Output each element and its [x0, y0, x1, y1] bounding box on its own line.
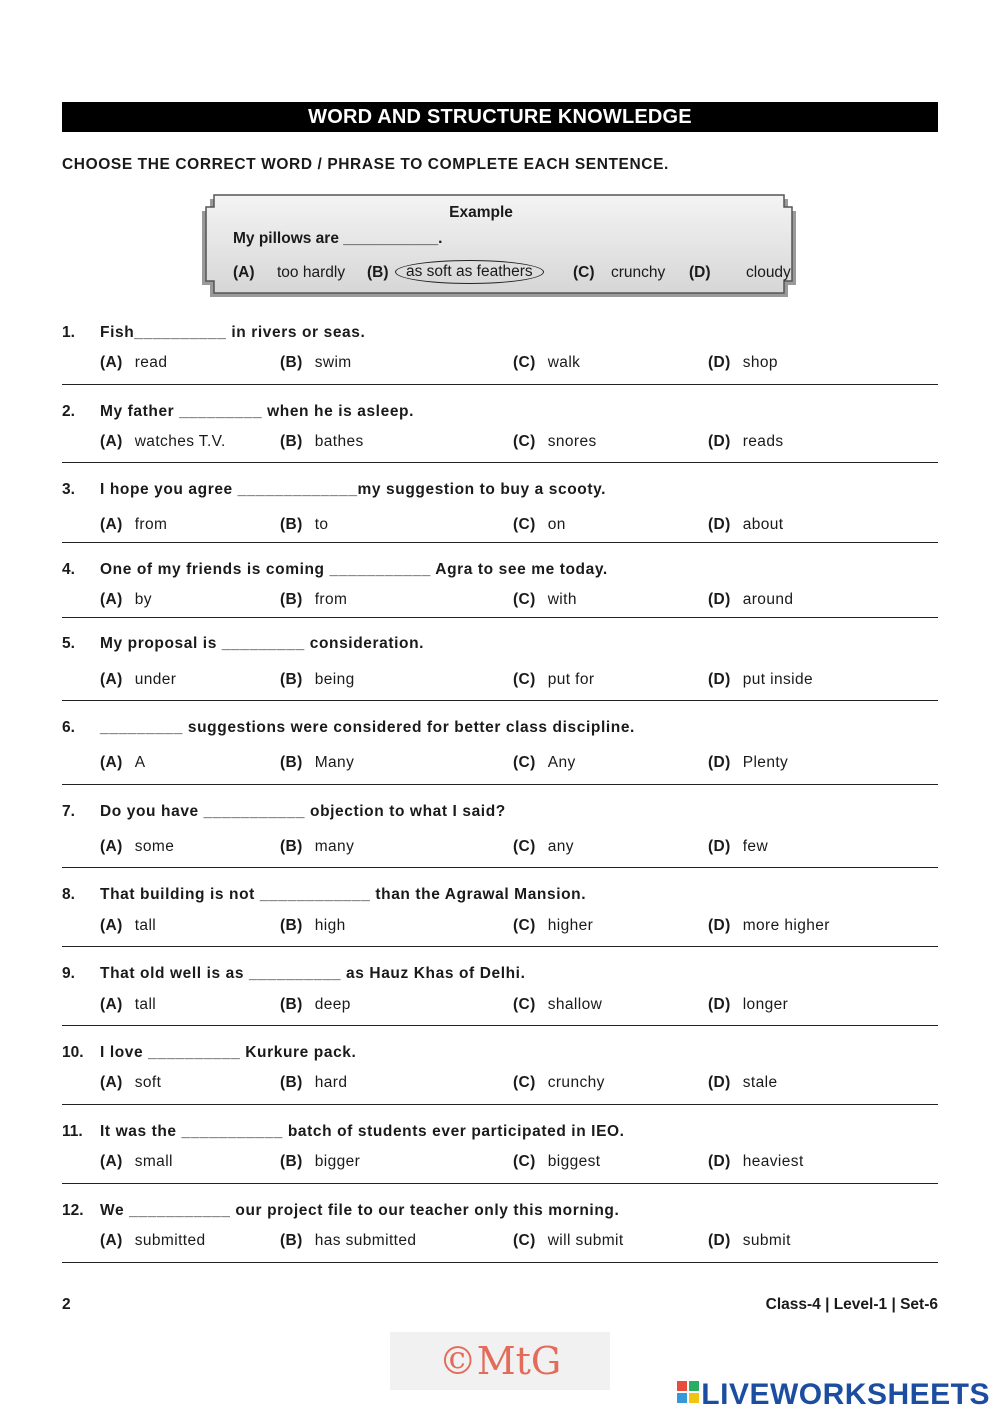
- answer-option[interactable]: [513, 433, 597, 451]
- option-label: (C): [513, 1074, 536, 1091]
- option-label: (D): [708, 1074, 731, 1091]
- answer-option[interactable]: [280, 1153, 360, 1171]
- answer-option[interactable]: [100, 1232, 206, 1250]
- answer-option[interactable]: [280, 754, 354, 772]
- option-text: being: [314, 671, 355, 688]
- option-label: (A): [100, 671, 123, 688]
- option-label: (B): [280, 354, 303, 371]
- answer-option[interactable]: [708, 433, 784, 451]
- answer-option[interactable]: [513, 354, 580, 372]
- mtg-watermark: ©MtG: [390, 1332, 610, 1390]
- answer-option[interactable]: [100, 1074, 161, 1092]
- option-text: heaviest: [742, 1153, 804, 1170]
- option-text: will submit: [547, 1232, 624, 1249]
- question-text: It was the ___________ batch of students ever participated in IEO.: [100, 1123, 625, 1140]
- answer-option[interactable]: [708, 996, 788, 1014]
- question-item: [62, 719, 938, 785]
- option-label: (D): [708, 354, 731, 371]
- question-number: 2.: [62, 403, 75, 420]
- option-text: biggest: [547, 1153, 601, 1170]
- question-number: 1.: [62, 324, 75, 341]
- option-label: (A): [100, 516, 123, 533]
- question-item: [62, 803, 938, 868]
- answer-option[interactable]: [708, 671, 813, 689]
- answer-option[interactable]: [513, 996, 602, 1014]
- page-number: 2: [62, 1296, 71, 1313]
- option-text: put for: [547, 671, 595, 688]
- option-label: (A): [100, 354, 123, 371]
- option-label: (B): [280, 1232, 303, 1249]
- option-text: A: [134, 754, 146, 771]
- answer-option[interactable]: [280, 516, 328, 534]
- option-label: (A): [100, 754, 123, 771]
- option-label: (D): [708, 996, 731, 1013]
- question-number: 8.: [62, 886, 75, 903]
- question-number: 9.: [62, 965, 75, 982]
- class-info: Class-4 | Level-1 | Set-6: [765, 1296, 938, 1313]
- question-text: Fish__________ in rivers or seas.: [100, 324, 366, 341]
- option-label: (B): [280, 516, 303, 533]
- option-label: (C): [513, 516, 536, 533]
- option-text: tall: [134, 917, 157, 934]
- question-text: _________ suggestions were considered for better class discipline.: [100, 719, 635, 736]
- option-text: shop: [742, 354, 778, 371]
- option-label: (B): [280, 433, 303, 450]
- option-text: on: [547, 516, 566, 533]
- example-option-label: (B): [367, 264, 389, 281]
- option-text: few: [742, 838, 769, 855]
- answer-option[interactable]: [280, 671, 355, 689]
- option-label: (A): [100, 1232, 123, 1249]
- option-text: crunchy: [547, 1074, 605, 1091]
- answer-option[interactable]: [280, 354, 352, 372]
- question-item: [62, 1202, 938, 1263]
- question-number: 3.: [62, 481, 75, 498]
- example-question: My pillows are ___________.: [233, 230, 443, 247]
- example-option-label: (A): [233, 264, 255, 281]
- example-box: [198, 193, 800, 303]
- option-text: submit: [742, 1232, 791, 1249]
- answer-option[interactable]: [100, 671, 176, 689]
- question-text: One of my friends is coming ___________ Agra to see me today.: [100, 561, 608, 578]
- option-label: (A): [100, 591, 123, 608]
- question-text: My proposal is _________ consideration.: [100, 635, 425, 652]
- option-text: about: [742, 516, 784, 533]
- option-label: (C): [513, 671, 536, 688]
- example-option-text: cloudy: [746, 264, 791, 281]
- option-label: (B): [280, 1074, 303, 1091]
- option-text: Many: [314, 754, 355, 771]
- example-option-label: (D): [689, 264, 711, 281]
- question-number: 11.: [62, 1123, 83, 1140]
- option-text: deep: [314, 996, 351, 1013]
- question-text: I hope you agree _____________my suggestion to buy a scooty.: [100, 481, 607, 498]
- option-text: submitted: [134, 1232, 206, 1249]
- answer-option[interactable]: [513, 917, 593, 935]
- question-number: 6.: [62, 719, 75, 736]
- option-text: swim: [314, 354, 352, 371]
- option-label: (D): [708, 433, 731, 450]
- option-label: (D): [708, 754, 731, 771]
- option-text: Plenty: [742, 754, 789, 771]
- option-text: with: [547, 591, 577, 608]
- option-text: put inside: [742, 671, 814, 688]
- option-text: high: [314, 917, 346, 934]
- option-text: stale: [742, 1074, 778, 1091]
- question-item: [62, 965, 938, 1026]
- question-item: [62, 1044, 938, 1105]
- answer-option[interactable]: [280, 1232, 416, 1250]
- option-text: soft: [134, 1074, 162, 1091]
- question-text: My father _________ when he is asleep.: [100, 403, 415, 420]
- option-text: bathes: [314, 433, 364, 450]
- option-label: (D): [708, 671, 731, 688]
- example-option-label: (C): [573, 264, 595, 281]
- answer-option[interactable]: [513, 591, 577, 609]
- option-label: (C): [513, 591, 536, 608]
- question-text: We ___________ our project file to our teacher only this morning.: [100, 1202, 620, 1219]
- option-text: some: [134, 838, 175, 855]
- option-label: (B): [280, 1153, 303, 1170]
- answer-option[interactable]: [280, 591, 347, 609]
- option-label: (A): [100, 1153, 123, 1170]
- instruction-text: CHOOSE THE CORRECT WORD / PHRASE TO COMPLETE EACH SENTENCE.: [62, 156, 669, 173]
- option-text: walk: [547, 354, 581, 371]
- option-text: read: [134, 354, 168, 371]
- question-item: [62, 481, 938, 543]
- option-text: from: [134, 516, 168, 533]
- example-answer-circled: as soft as feathers: [395, 260, 544, 284]
- option-label: (A): [100, 996, 123, 1013]
- liveworksheets-icon: [677, 1381, 699, 1405]
- answer-option[interactable]: [100, 838, 174, 856]
- question-text: Do you have ___________ objection to what I said?: [100, 803, 506, 820]
- answer-option[interactable]: [280, 838, 354, 856]
- option-text: watches T.V.: [134, 433, 226, 450]
- question-number: 7.: [62, 803, 75, 820]
- option-text: higher: [547, 917, 594, 934]
- answer-option[interactable]: [708, 516, 784, 534]
- example-option-text: too hardly: [277, 264, 346, 281]
- answer-option[interactable]: [100, 591, 152, 609]
- answer-option[interactable]: [708, 1074, 777, 1092]
- answer-option[interactable]: [513, 1074, 605, 1092]
- option-label: (A): [100, 433, 123, 450]
- option-label: (D): [708, 917, 731, 934]
- example-title: Example: [449, 204, 513, 221]
- option-text: bigger: [314, 1153, 361, 1170]
- option-label: (C): [513, 433, 536, 450]
- option-text: many: [314, 838, 355, 855]
- answer-option[interactable]: [280, 917, 346, 935]
- option-label: (C): [513, 838, 536, 855]
- question-item: [62, 1123, 938, 1184]
- question-item: [62, 561, 938, 618]
- liveworksheets-logo: [677, 1378, 990, 1412]
- option-text: hard: [314, 1074, 348, 1091]
- answer-option[interactable]: [708, 591, 793, 609]
- option-text: tall: [134, 996, 157, 1013]
- option-text: any: [547, 838, 574, 855]
- answer-option[interactable]: [100, 354, 167, 372]
- option-text: more higher: [742, 917, 830, 934]
- option-label: (A): [100, 917, 123, 934]
- option-label: (A): [100, 1074, 123, 1091]
- option-text: shallow: [547, 996, 603, 1013]
- option-text: longer: [742, 996, 789, 1013]
- question-item: [62, 324, 938, 385]
- option-text: around: [742, 591, 794, 608]
- answer-option[interactable]: [513, 1153, 601, 1171]
- option-label: (C): [513, 354, 536, 371]
- question-text: That old well is as __________ as Hauz Khas of Delhi.: [100, 965, 526, 982]
- option-label: (D): [708, 591, 731, 608]
- option-label: (C): [513, 754, 536, 771]
- option-text: Any: [547, 754, 576, 771]
- question-item: [62, 403, 938, 463]
- answer-option[interactable]: [708, 354, 778, 372]
- option-text: reads: [742, 433, 784, 450]
- answer-option[interactable]: [513, 1232, 624, 1250]
- question-number: 5.: [62, 635, 75, 652]
- answer-option[interactable]: [513, 754, 576, 772]
- option-label: (C): [513, 917, 536, 934]
- answer-option[interactable]: [513, 671, 594, 689]
- question-text: I love __________ Kurkure pack.: [100, 1044, 357, 1061]
- option-label: (C): [513, 996, 536, 1013]
- answer-option[interactable]: [708, 1153, 804, 1171]
- option-text: snores: [547, 433, 597, 450]
- option-text: has submitted: [314, 1232, 417, 1249]
- option-text: small: [134, 1153, 173, 1170]
- answer-option[interactable]: [708, 838, 768, 856]
- answer-option[interactable]: [100, 917, 156, 935]
- option-label: (D): [708, 1153, 731, 1170]
- option-label: (C): [513, 1232, 536, 1249]
- option-label: (A): [100, 838, 123, 855]
- option-label: (D): [708, 516, 731, 533]
- option-label: (C): [513, 1153, 536, 1170]
- question-number: 4.: [62, 561, 75, 578]
- option-label: (B): [280, 754, 303, 771]
- option-label: (B): [280, 838, 303, 855]
- question-number: 12.: [62, 1202, 84, 1219]
- answer-option[interactable]: [708, 754, 788, 772]
- answer-option[interactable]: [100, 433, 226, 451]
- answer-option[interactable]: [280, 433, 364, 451]
- answer-option[interactable]: [100, 754, 145, 772]
- answer-option[interactable]: [708, 1232, 791, 1250]
- answer-option[interactable]: [513, 838, 574, 856]
- answer-option[interactable]: [280, 996, 351, 1014]
- answer-option[interactable]: [100, 1153, 173, 1171]
- option-text: to: [314, 516, 329, 533]
- option-label: (D): [708, 1232, 731, 1249]
- answer-option[interactable]: [708, 917, 830, 935]
- question-text: That building is not ____________ than the Agrawal Mansion.: [100, 886, 587, 903]
- section-title: WORD AND STRUCTURE KNOWLEDGE: [62, 102, 938, 132]
- option-text: under: [134, 671, 177, 688]
- option-label: (B): [280, 917, 303, 934]
- question-item: [62, 886, 938, 947]
- option-text: from: [314, 591, 348, 608]
- liveworksheets-brand: LIVEWORKSHEETS: [701, 1378, 990, 1411]
- example-option-text: crunchy: [611, 264, 666, 281]
- option-label: (D): [708, 838, 731, 855]
- question-number: 10.: [62, 1044, 84, 1061]
- option-label: (B): [280, 671, 303, 688]
- option-label: (B): [280, 591, 303, 608]
- option-text: by: [134, 591, 152, 608]
- answer-option[interactable]: [100, 516, 167, 534]
- answer-option[interactable]: [100, 996, 156, 1014]
- answer-option[interactable]: [513, 516, 566, 534]
- question-item: [62, 635, 938, 701]
- option-label: (B): [280, 996, 303, 1013]
- answer-option[interactable]: [280, 1074, 347, 1092]
